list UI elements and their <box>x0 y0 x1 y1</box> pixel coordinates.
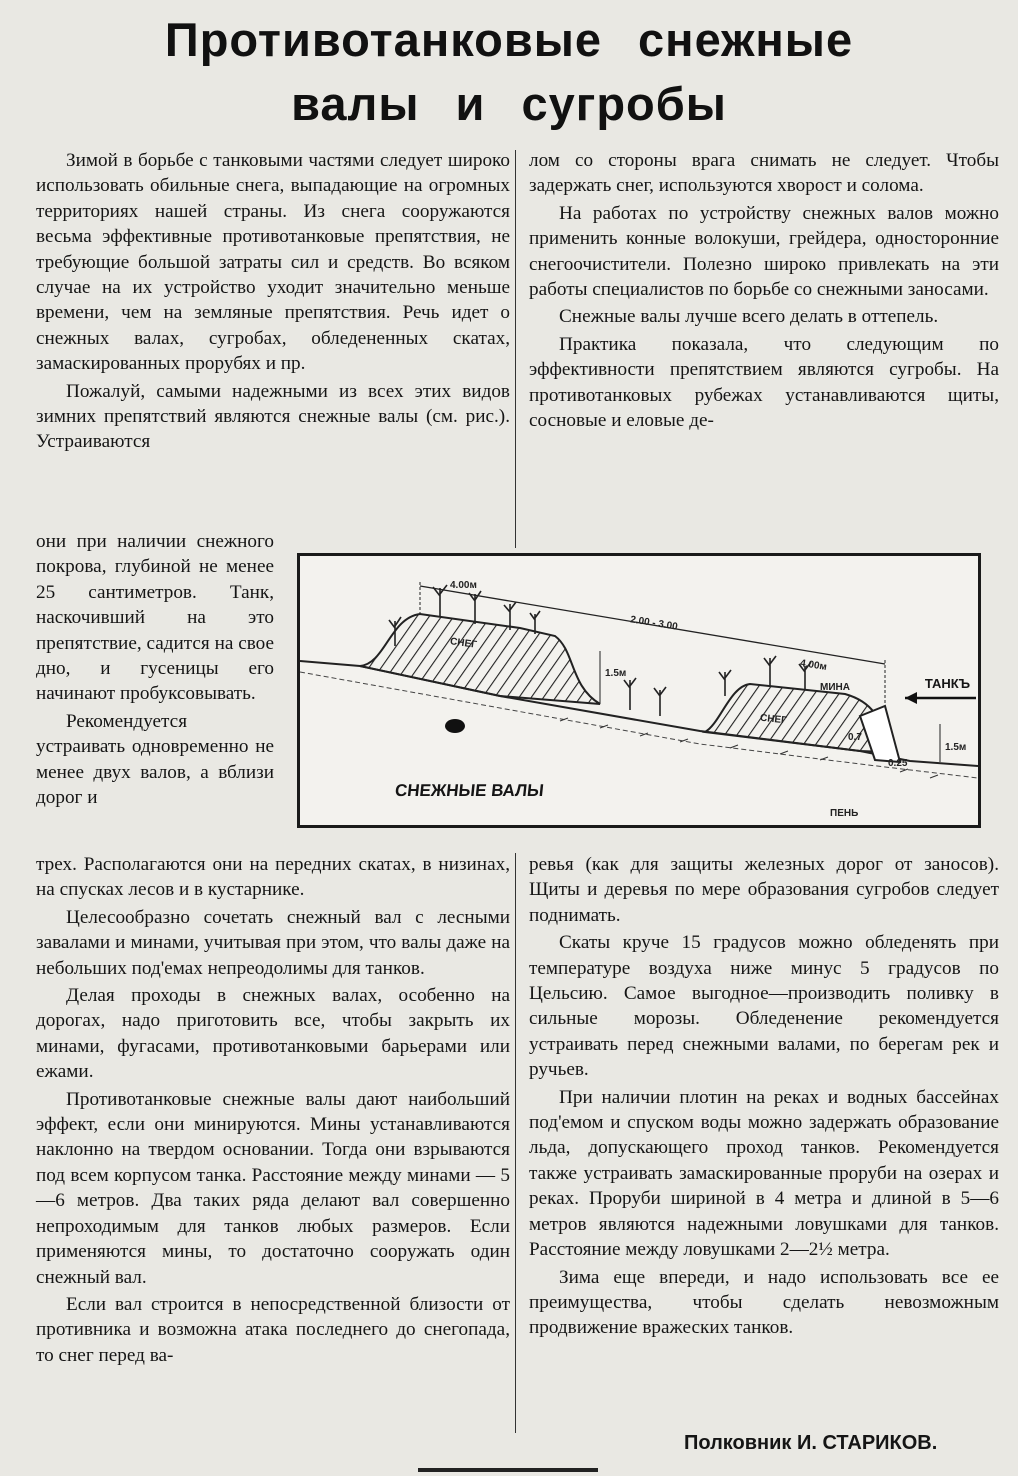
paragraph: Зима еще впереди, и надо использовать все ее преимущества, чтобы сделать невозможным продвижение вражеских танков. <box>529 1266 999 1339</box>
snow-label-right: СНЕГ <box>759 712 788 727</box>
figure-caption: СНЕЖНЫЕ ВАЛЫ <box>394 781 545 800</box>
paragraph: При наличии плотин на реках и водных бассейнах под'емом и спуском воды можно задержать образование льда, допускающего проход танков. Рекомендуется также устраивать замаскированные проруби на озерах и реках. Проруби шириной в 4 метра и длиной в 5—6 метров являются надежными ловушками для танков. Расстояние между ловушками 2—2½ метра. <box>529 1086 999 1261</box>
article-headline <box>0 8 1018 136</box>
paragraph: На работах по устройству снежных валов можно применить конные волокуши, грейдера, односторонние снегоочистители. Полезно широко привлекать на эти работы специалистов по борьбе со снежными заносами. <box>529 202 999 301</box>
stump-label: ПЕНЬ <box>830 808 859 819</box>
snow-walls-diagram <box>297 553 981 828</box>
paragraph: они при наличии снежного покрова, глубиной не менее 25 сантиметров. Танк, наскочивший на это препятствие, садится на свое дно, и гусеницы его начинают пробуксовывать. <box>36 531 274 705</box>
paragraph: трех. Располагаются они на передних скатах, в низинах, на спусках лесов и в кустарнике. <box>36 854 510 901</box>
paragraph: Скаты круче 15 градусов можно обледенять при температуре воздуха ниже минус 5 градусов по Цельсию. Самое выгодное—производить поливку в сильные морозы. Обледенение рекомендуется устраивать перед снежными валами, по берегам рек и ручьев. <box>529 932 999 1081</box>
paragraph: Зимой в борьбе с танковыми частями следует широко использовать обильные снега, выпадающие на огромных территориях нашей страны. Из снега сооружаются весьма эффективные противотанковые препятствия, не требующие большой затраты сил и средств. Во всяком случае на их устройство уходит значительно меньше времени, чем на земляные препятствия. Речь идет о снежных валах, сугробах, обледененных скатах, замаскированных прорубях и пр. <box>36 150 510 375</box>
mine-label: МИНА <box>820 682 850 693</box>
column-2-top <box>529 148 999 435</box>
dimension-top-right: 4.00м <box>799 657 828 674</box>
dimension-span: 2.00 - 3.00 <box>629 614 679 633</box>
paragraph: Противотанковые снежные валы дают наибольший эффект, если они минируются. Мины устанавливаются наклонно на твердом основании. Тогда они взрываются под всем корпусом танка. Расстояние между минами — 5—6 метров. Два таких ряда делают вал совершенно непроходимым для танков любых размеров. Если применяются мины, то достаточно сооружать один снежный вал. <box>36 1088 510 1288</box>
column-1-top <box>36 148 510 457</box>
height-label-right: 1.5м <box>945 742 967 753</box>
headline-line-2: валы и сугробы <box>291 77 727 130</box>
paragraph: Пожалуй, самыми надежными из всех этих видов зимних препятствий являются снежные валы (см. рис.). Устраиваются <box>36 380 510 453</box>
paragraph: Рекомендуется устраивать одновременно не менее двух валов, а вблизи дорог и <box>36 710 274 809</box>
small-dimension-2: 0.25 <box>888 758 908 769</box>
author-signature: Полковник И. СТАРИКОВ. <box>684 1432 938 1454</box>
dimension-top-left: 4.00м <box>450 580 477 591</box>
bottom-rule <box>418 1468 598 1472</box>
paragraph: Если вал строится в непосредственной близости от противника и возможна атака последнего до снегопада, то снег перед ва- <box>36 1293 510 1366</box>
height-label-left: 1.5м <box>605 668 627 679</box>
tank-label: ТАНКЪ <box>924 676 970 691</box>
column-2-bottom <box>529 852 999 1343</box>
paragraph: лом со стороны врага снимать не следует. Чтобы задержать снег, используются хворост и солома. <box>529 150 999 197</box>
column-1-narrow <box>36 529 274 812</box>
column-divider-top <box>515 150 516 548</box>
column-1-bottom <box>36 852 510 1370</box>
paragraph: Целесообразно сочетать снежный вал с лесными завалами и минами, учитывая при этом, что валы даже на небольших под'емах непреодолимы для танков. <box>36 906 510 979</box>
paragraph: Делая проходы в снежных валах, особенно на дорогах, надо приготовить все, чтобы закрыть их минами, фугасами, противотанковыми барьерами или ежами. <box>36 985 510 1083</box>
snow-label-left: СНЕГ <box>449 636 478 651</box>
paragraph: Практика показала, что следующим по эффективности препятствием являются сугробы. На противотанковых рубежах устанавливаются щиты, сосновые и еловые де- <box>529 333 999 432</box>
paragraph: Снежные валы лучше всего делать в оттепель. <box>559 306 939 328</box>
headline-line-1: Противотанковые снежные <box>164 13 854 66</box>
small-dimension-1: 0.7 <box>848 732 862 743</box>
column-divider-bottom <box>515 853 516 1433</box>
paragraph: ревья (как для защиты железных дорог от заносов). Щиты и деревья по мере образования сугробов следует поднимать. <box>529 854 999 926</box>
